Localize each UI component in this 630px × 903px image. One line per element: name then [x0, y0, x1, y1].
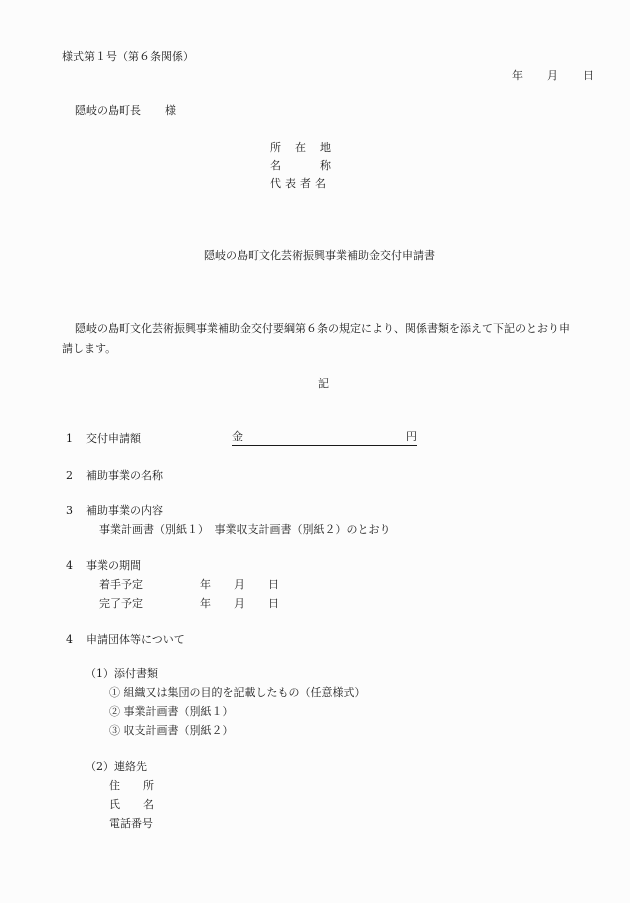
end-year: 年: [200, 597, 211, 610]
contact-heading: （2）連絡先: [85, 760, 147, 773]
amount-prefix: 金: [232, 430, 243, 443]
start-month: 月: [234, 578, 245, 591]
item-number: 2: [66, 469, 73, 482]
contact-name-label-2: 名: [143, 798, 154, 811]
item-label: 補助事業の名称: [86, 469, 163, 482]
attachment-item-2: ② 事業計画書（別紙１）: [109, 705, 234, 718]
name-label-1: 名: [270, 159, 281, 172]
location-label-1: 所: [270, 141, 281, 154]
body-text-line1: 隠岐の島町文化芸術振興事業補助金交付要綱第６条の規定により、関係書類を添えて下記のとおり申: [75, 322, 570, 335]
item-label: 事業の期間: [86, 559, 141, 572]
name-label-2: 称: [320, 159, 331, 172]
end-month: 月: [234, 597, 245, 610]
item-detail: 事業計画書（別紙１） 事業収支計画書（別紙２）のとおり: [99, 523, 391, 536]
item-label: 交付申請額: [86, 432, 141, 445]
attachments-heading: （1）添付書類: [85, 667, 158, 680]
item-number: 3: [66, 504, 73, 517]
body-text-line2: 請します。: [62, 342, 117, 355]
start-day: 日: [268, 578, 279, 591]
location-label-3: 地: [320, 141, 331, 154]
item-number: 4: [66, 633, 73, 646]
start-label: 着手予定: [99, 578, 143, 591]
date-day: 日: [583, 69, 594, 82]
attachment-item-3: ③ 収支計画書（別紙２）: [109, 724, 234, 737]
date-month: 月: [547, 69, 558, 82]
form-number: 様式第１号（第６条関係）: [62, 50, 194, 63]
representative-label: 代表者名: [270, 177, 330, 190]
addressee-name: 隠岐の島町長: [75, 104, 141, 117]
contact-address-label-1: 住: [109, 779, 120, 792]
amount-suffix: 円: [406, 430, 417, 443]
item-number: 4: [66, 559, 73, 572]
contact-phone-label: 電話番号: [109, 817, 153, 830]
item-label: 補助事業の内容: [86, 504, 163, 517]
document-title: 隠岐の島町文化芸術振興事業補助金交付申請書: [204, 249, 435, 262]
end-day: 日: [268, 597, 279, 610]
amount-field[interactable]: [232, 431, 417, 446]
attachment-item-1: ① 組織又は集団の目的を記載したもの（任意様式）: [109, 686, 366, 699]
item-number: 1: [66, 432, 73, 445]
location-label-2: 在: [295, 141, 306, 154]
start-year: 年: [200, 578, 211, 591]
ki-heading: 記: [318, 377, 329, 390]
item-label: 申請団体等について: [86, 633, 185, 646]
addressee-honorific: 様: [165, 104, 176, 117]
contact-name-label-1: 氏: [109, 798, 120, 811]
end-label: 完了予定: [99, 597, 143, 610]
contact-address-label-2: 所: [143, 779, 154, 792]
date-year: 年: [512, 69, 523, 82]
